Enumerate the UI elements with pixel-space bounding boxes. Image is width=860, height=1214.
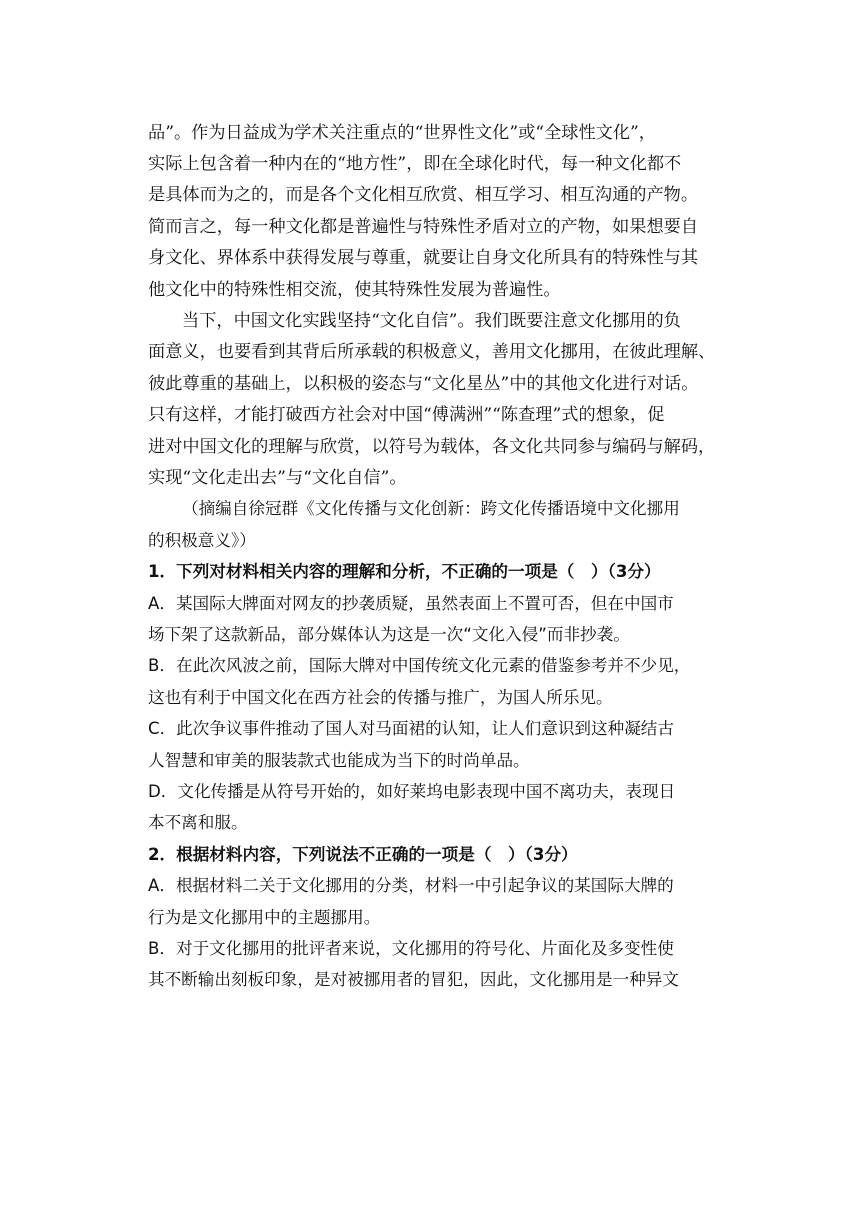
paragraph-line: 面意义，也要看到其背后所承载的积极意义，善用文化挪用，在彼此理解、: [148, 342, 716, 362]
question-1-stem: 1．下列对材料相关内容的理解和分析，不正确的一项是（ ）（3分）: [148, 562, 661, 581]
paragraph-line: 进对中国文化的理解与欣赏，以符号为载体，各文化共同参与编码与解码，: [148, 437, 716, 457]
paragraph-line: 实现“文化走出去”与“文化自信”。: [148, 468, 407, 488]
paragraph-line: 简而言之，每一种文化都是普遍性与特殊性矛盾对立的产物，如果想要自: [148, 217, 699, 237]
option-line: A．某国际大牌面对网友的抄袭质疑，虽然表面上不置可否，但在中国市: [148, 594, 674, 613]
source-citation: 的积极意义》）: [148, 531, 256, 550]
option-line: A．根据材料二关于文化挪用的分类，材料一中引起争议的某国际大牌的: [148, 876, 674, 895]
paragraph-line: 品”。作为日益成为学术关注重点的“世界性文化”或“全球性文化”，: [148, 123, 656, 143]
option-line: B．在此次风波之前，国际大牌对中国传统文化元素的借鉴参考并不少见，: [148, 656, 691, 675]
paragraph-line: 当下，中国文化实践坚持“文化自信”。我们既要注意文化挪用的负: [182, 311, 681, 331]
source-citation: （摘编自徐冠群《文化传播与文化创新：跨文化传播语境中文化挪用: [182, 499, 680, 518]
paragraph-line: 实际上包含着一种内在的“地方性”，即在全球化时代，每一种文化都不: [148, 154, 682, 174]
option-line: D．文化传播是从符号开始的，如好莱坞电影表现中国不离功夫，表现日: [148, 782, 676, 801]
option-line: 行为是文化挪用中的主题挪用。: [148, 908, 381, 927]
option-line: C．此次争议事件推动了国人对马面裙的认知，让人们意识到这种凝结古: [148, 719, 674, 738]
question-2-stem: 2．根据材料内容，下列说法不正确的一项是（ ）（3分）: [148, 845, 578, 864]
paragraph-line: 只有这样，才能打破西方社会对中国“傅满洲”“陈查理”式的想象，促: [148, 405, 665, 425]
paragraph-line: 身文化、界体系中获得发展与尊重，就要让自身文化所具有的特殊性与其: [148, 248, 699, 268]
option-line: 人智慧和审美的服装款式也能成为当下的时尚单品。: [148, 751, 530, 770]
option-line: 本不离和服。: [148, 813, 248, 832]
option-line: 其不断输出刻板印象，是对被挪用者的冒犯，因此，文化挪用是一种异文: [148, 970, 679, 989]
option-line: 场下架了这款新品，部分媒体认为这是一次“文化入侵”而非抄袭。: [148, 625, 630, 644]
option-line: 这也有利于中国文化在西方社会的传播与推广，为国人所乐见。: [148, 688, 613, 707]
paragraph-line: 是具体而为之的，而是各个文化相互欣赏、相互学习、相互沟通的产物。: [148, 185, 699, 205]
paragraph-line: 彼此尊重的基础上，以积极的姿态与“文化星丛”中的其他文化进行对话。: [148, 374, 699, 394]
paragraph-line: 他文化中的特殊性相交流，使其特殊性发展为普遍性。: [148, 280, 561, 300]
option-line: B．对于文化挪用的批评者来说，文化挪用的符号化、片面化及多变性使: [148, 939, 674, 958]
